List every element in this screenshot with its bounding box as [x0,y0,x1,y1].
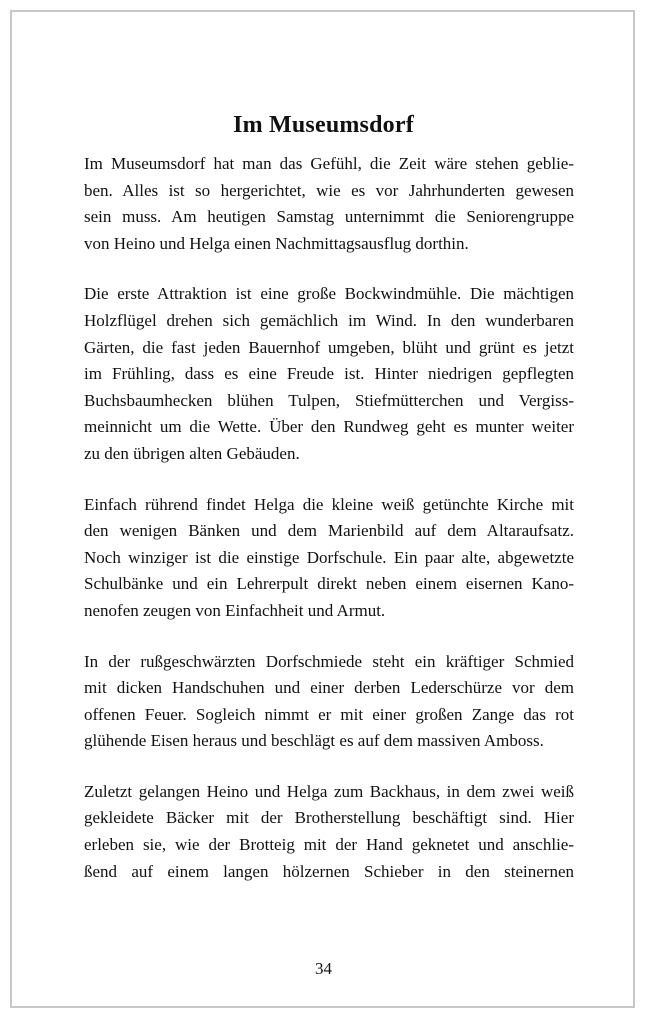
paragraph [84,779,574,885]
text-line: Einfach rührend findet Helga die kleine weiß getünchte Kirche mit [84,494,574,514]
page-title: Im Museumsdorf [233,112,414,139]
text-line: In der rußgeschwärzten Dorfschmiede steht ein kräftiger Schmied [84,651,574,671]
text-line: mit dicken Handschuhen und einer derben Lederschürze vor dem [84,678,574,698]
paragraph [84,151,574,257]
text-line: Buchsbaumhecken blühen Tulpen, Stiefmütterchen und Vergiss- [84,390,574,410]
text-line: den wenigen Bänken und dem Marienbild auf dem Altaraufsatz. [84,521,574,541]
text-line: meinnicht um die Wette. Über den Rundweg geht es munter weiter [84,417,574,437]
paragraph [84,649,574,755]
text-line: ßend auf einem langen hölzernen Schieber in den steinernen [84,861,574,881]
text-line: Holzflügel drehen sich gemächlich im Wind. In den wunderbaren [84,310,574,330]
text-line: ben. Alles ist so hergerichtet, wie es vor Jahrhunderten gewesen [84,180,574,200]
text-line: glühende Eisen heraus und beschlägt es auf dem massiven Amboss. [84,731,544,751]
body-text [84,151,574,909]
text-line: Schulbänke und ein Lehrerpult direkt neben einem eisernen Kano- [84,574,574,594]
text-line: nenofen zeugen von Einfachheit und Armut. [84,600,386,620]
page-number: 34 [315,959,332,978]
paragraph [84,492,574,625]
text-line: gekleidete Bäcker mit der Brotherstellung beschäftigt sind. Hier [84,808,574,828]
text-line: offenen Feuer. Sogleich nimmt er mit einer großen Zange das rot [84,704,574,724]
text-line: Die erste Attraktion ist eine große Bockwindmühle. Die mächtigen [84,284,574,304]
text-line: von Heino und Helga einen Nachmittagsausflug dorthin. [84,233,469,253]
text-line: Gärten, die fast jeden Bauernhof umgeben, blüht und grünt es jetzt [84,337,574,357]
text-line: sein muss. Am heutigen Samstag unternimmt die Seniorengruppe [84,207,574,227]
paragraph [84,281,574,467]
text-line: im Frühling, dass es eine Freude ist. Hinter niedrigen gepflegten [84,364,574,384]
text-line: zu den übrigen alten Gebäuden. [84,443,300,463]
text-line: erleben sie, wie der Brotteig mit der Hand geknetet und anschlie- [84,835,574,855]
text-line: Noch winziger ist die einstige Dorfschule. Ein paar alte, abgewetzte [84,547,574,567]
text-line: Im Museumsdorf hat man das Gefühl, die Zeit wäre stehen geblie- [84,154,574,173]
text-line: Zuletzt gelangen Heino und Helga zum Backhaus, in dem zwei weiß [84,781,574,801]
